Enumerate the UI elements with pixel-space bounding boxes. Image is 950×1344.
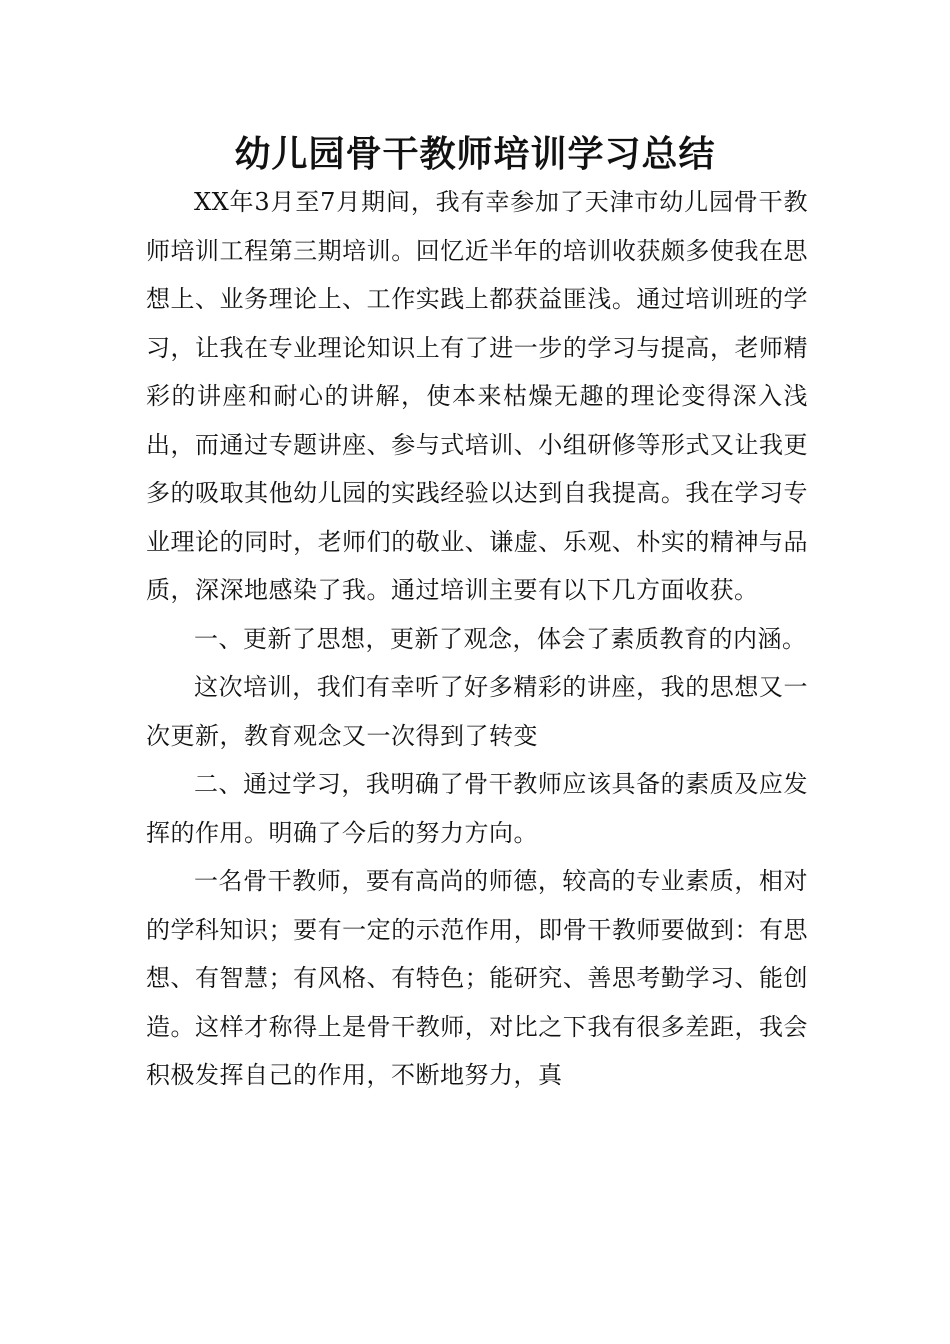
document-title: 幼儿园骨干教师培训学习总结 [234,133,716,175]
paragraph-intro: XX年3月至7月期间，我有幸参加了天津市幼儿园骨干教师培训工程第三期培训。回忆近半年的培训收获颇多使我在思想上、业务理论上、工作实践上都获益匪浅。通过培训班的学习，让我在专业理论知识上有了进一步的学习与提高，老师精彩的讲座和耐心的讲解，使本来枯燥无趣的理论变得深入浅出，而通过专题讲座、参与式培训、小组研修等形式又让我更多的吸取其他幼儿园的实践经验以达到自我提高。我在学习专业理论的同时，老师们的敬业、谦虚、乐观、朴实的精神与品质，深深地感染了我。通过培训主要有以下几方面收获。 [146,188,808,604]
paragraph-section-1-body: 这次培训，我们有幸听了好多精彩的讲座，我的思想又一次更新，教育观念又一次得到了转变 [146,673,808,750]
paragraph-section-1-heading: 一、更新了思想，更新了观念，体会了素质教育的内涵。 [194,624,807,653]
paragraph-section-2-heading: 二、通过学习，我明确了骨干教师应该具备的素质及应发挥的作用。明确了今后的努力方向。 [146,770,808,847]
document-body [146,178,808,1100]
paragraph-section-2-body: 一名骨干教师，要有高尚的师德，较高的专业素质，相对的学科知识；要有一定的示范作用，即骨干教师要做到：有思想、有智慧；有风格、有特色；能研究、善思考勤学习、能创造。这样才称得上是骨干教师，对比之下我有很多差距，我会积极发挥自己的作用，不断地努力，真 [146,867,808,1089]
